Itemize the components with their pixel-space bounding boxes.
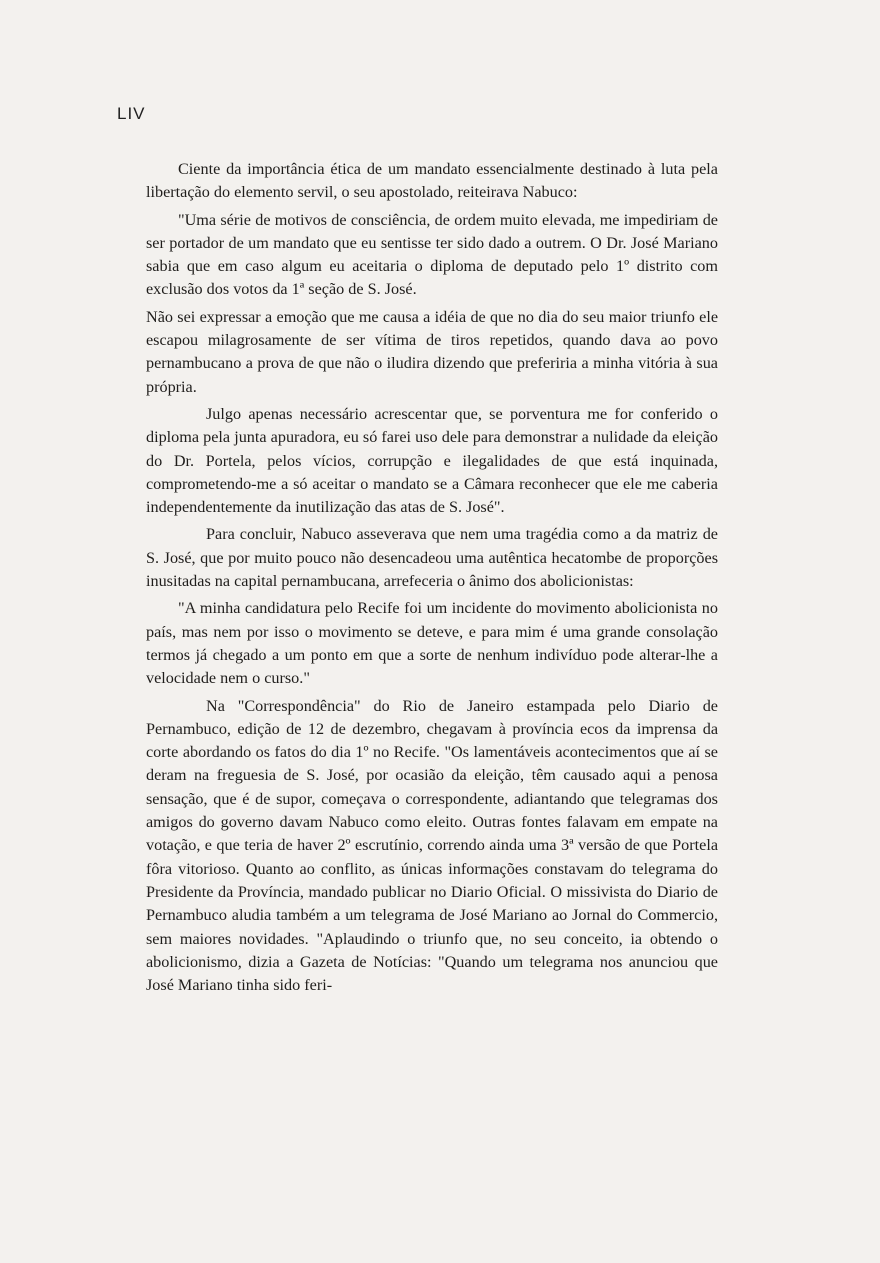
paragraph-1: Ciente da importância ética de um mandato essencialmente destinado à luta pela libertação do elemento servil, o seu apostolado, reiteirava Nabuco:	[146, 160, 718, 202]
paragraph-5: Para concluir, Nabuco asseverava que nem uma tragédia como a da matriz de S. José, que por muito pouco não desencadeou uma autêntica hecatombe de proporções inusitadas na capital pernambucana, arrefeceria o ânimo dos abolicionistas:	[146, 525, 718, 591]
paragraph-6: "A minha candidatura pelo Recife foi um incidente do movimento abolicionista no país, mas nem por isso o movimento se deteve, e para mim é uma grande consolação termos já chegado a um ponto em que a sorte de nenhum indivíduo pode alterar-lhe a velocidade nem o curso."	[146, 599, 718, 688]
body-text	[146, 158, 718, 997]
paragraph-3: Não sei expressar a emoção que me causa a idéia de que no dia do seu maior triunfo ele escapou milagrosamente de ser vítima de tiros repetidos, quando dava ao povo pernambucano a prova de que não o iludira dizendo que preferiria a minha vitória à sua própria.	[146, 307, 718, 396]
page-number: LIV	[117, 104, 146, 123]
paragraph-7: Na "Correspondência" do Rio de Janeiro estampada pelo Diario de Pernambuco, edição de 12 de dezembro, chegavam à província ecos da imprensa da corte abordando os fatos do dia 1º no Recife. "Os lamentáveis acontecimentos que aí se deram na freguesia de S. José, por ocasião da eleição, têm causado aqui a penosa sensação, que é de supor, começava o correspondente, adiantando que telegramas dos amigos do governo davam Nabuco como eleito. Outras fontes falavam em empate na votação, e que teria de haver 2º escrutínio, correndo ainda uma 3ª versão de que Portela fôra vitorioso. Quanto ao conflito, as únicas informações constavam do telegrama do Presidente da Província, mandado publicar no Diario Oficial. O missivista do Diario de Pernambuco aludia também a um telegrama de José Mariano ao Jornal do Commercio, sem maiores novidades. "Aplaudindo o triunfo que, no seu conceito, ia obtendo o abolicionismo, dizia a Gazeta de Notícias: "Quando um telegrama nos anunciou que José Mariano tinha sido feri-	[146, 696, 718, 995]
paragraph-4: Julgo apenas necessário acrescentar que, se porventura me for conferido o diploma pela junta apuradora, eu só farei uso dele para demonstrar a nulidade da eleição do Dr. Portela, pelos vícios, corrupção e ilegalidades de que está inquinada, comprometendo-me a só aceitar o mandato se a Câmara reconhecer que ele me caberia independentemente da inutilização das atas de S. José".	[146, 404, 718, 517]
paragraph-2: "Uma série de motivos de consciência, de ordem muito elevada, me impediriam de ser portador de um mandato que eu sentisse ter sido dado a outrem. O Dr. José Mariano sabia que em caso algum eu aceitaria o diploma de deputado pelo 1º distrito com exclusão dos votos da 1ª seção de S. José.	[146, 210, 718, 299]
